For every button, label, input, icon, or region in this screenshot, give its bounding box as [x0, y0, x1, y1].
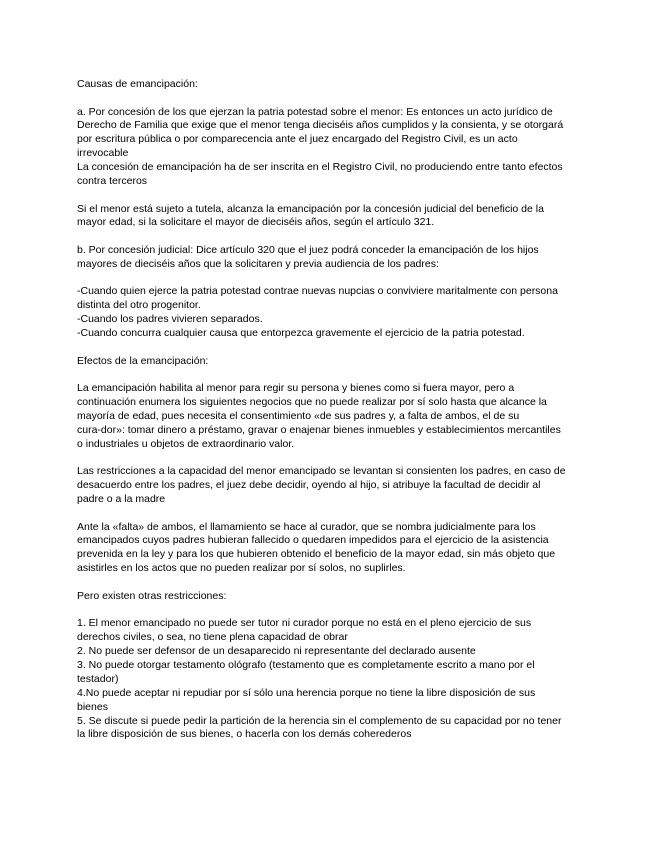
heading-text: Causas de emancipación: — [77, 78, 198, 90]
list-item: la libre disposición de sus bienes, o hacerla con los demás coherederos — [77, 728, 412, 741]
heading-text: Pero existen otras restricciones: — [77, 589, 227, 602]
text-line: irrevocable — [77, 147, 129, 160]
list-item: 3. No puede otorgar testamento ológrafo (testamento que es completamente escrito a mano por el — [77, 658, 535, 671]
text-line: mayores de dieciséis años que la solicitaren y previa audiencia de los padres: — [77, 257, 439, 270]
document-page — [77, 78, 577, 742]
list-item: bienes — [77, 700, 108, 713]
text-line: emancipados cuyos padres hubieran fallecido o quedaren impedidos para el ejercicio de la asistencia — [77, 534, 549, 547]
heading-otras-restricciones — [77, 590, 577, 604]
paragraph-falta-curador — [77, 521, 577, 577]
paragraph-efectos — [77, 382, 577, 452]
text-line: cura-dor»: tomar dinero a préstamo, gravar o enajenar bienes inmuebles y establecimientos mercantiles — [77, 423, 561, 436]
list-item: testador) — [77, 672, 119, 685]
list-item: -Cuando los padres vivieren separados. — [77, 313, 263, 326]
paragraph-concesion-patria-potestad — [77, 106, 577, 189]
text-line: Si el menor está sujeto a tutela, alcanza la emancipación por la concesión judicial del beneficio de la — [77, 202, 544, 215]
text-line: b. Por concesión judicial: Dice artículo 320 que el juez podrá conceder la emancipación de los hijos — [77, 243, 539, 256]
list-item: 5. Se discute si puede pedir la partición de la herencia sin el complemento de su capacidad por no tener — [77, 714, 562, 727]
paragraph-tutela — [77, 203, 577, 231]
text-line: La emancipación habilita al menor para regir su persona y bienes como si fuera mayor, pero a — [77, 382, 515, 395]
text-line: continuación enumera los siguientes negocios que no puede realizar por sí solo hasta que alcance la — [77, 395, 547, 408]
text-line: mayoría de edad, pues necesita el consentimiento «de sus padres y, a falta de ambos, el de su — [77, 409, 520, 422]
list-cuando — [77, 285, 577, 341]
heading-causas-emancipacion — [77, 78, 577, 92]
list-item: derechos civiles, o sea, no tiene plena capacidad de obrar — [77, 631, 348, 644]
text-line: por escritura pública o por comparecencia ante el juez encargado del Registro Civil, es un acto — [77, 133, 518, 146]
text-line: padre o a la madre — [77, 493, 166, 505]
list-item: distinta del otro progenitor. — [77, 299, 201, 312]
text-line: prevenida en la ley y para los que hubieren obtenido el beneficio de la mayor edad, sin más objeto que — [77, 548, 556, 561]
text-line: Las restricciones a la capacidad del menor emancipado se levantan si consienten los padres, en caso de — [77, 465, 566, 478]
text-line: mayor edad, si la solicitare el mayor de dieciséis años, según el artículo 321. — [77, 216, 435, 229]
list-restricciones — [77, 617, 577, 742]
paragraph-restricciones — [77, 465, 577, 507]
text-line: o industriales u objetos de extraordinario valor. — [77, 437, 295, 450]
text-line: Ante la «falta» de ambos, el llamamiento se hace al curador, que se nombra judicialmente para los — [77, 520, 536, 533]
text-line: desacuerdo entre los padres, el juez debe decidir, oyendo al hijo, si atribuye la facultad de decidir al — [77, 479, 541, 492]
heading-text: Efectos de la emancipación: — [77, 354, 209, 367]
list-item: -Cuando quien ejerce la patria potestad contrae nuevas nupcias o conviviere maritalmente con persona — [77, 285, 558, 298]
list-item: 1. El menor emancipado no puede ser tutor ni curador porque no está en el pleno ejercicio de sus — [77, 617, 532, 630]
list-item: 2. No puede ser defensor de un desaparecido ni representante del declarado ausente — [77, 645, 476, 658]
paragraph-concesion-judicial — [77, 244, 577, 272]
text-line: a. Por concesión de los que ejerzan la patria potestad sobre el menor: Es entonces un acto jurídico de — [77, 105, 553, 118]
list-item: -Cuando concurra cualquier causa que entorpezca gravemente el ejercicio de la patria potestad. — [77, 327, 525, 340]
text-line: La concesión de emancipación ha de ser inscrita en el Registro Civil, no produciendo entre tanto efectos — [77, 161, 563, 174]
text-line: contra terceros — [77, 175, 148, 188]
text-line: asistirles en los actos que no pueden realizar por sí solos, no suplirles. — [77, 562, 406, 575]
list-item: 4.No puede aceptar ni repudiar por sí sólo una herencia porque no tiene la libre disposición de sus — [77, 686, 536, 699]
text-line: Derecho de Familia que exige que el menor tenga dieciséis años cumplidos y la consienta, y se otorgará — [77, 119, 564, 132]
heading-efectos-emancipacion — [77, 355, 577, 369]
